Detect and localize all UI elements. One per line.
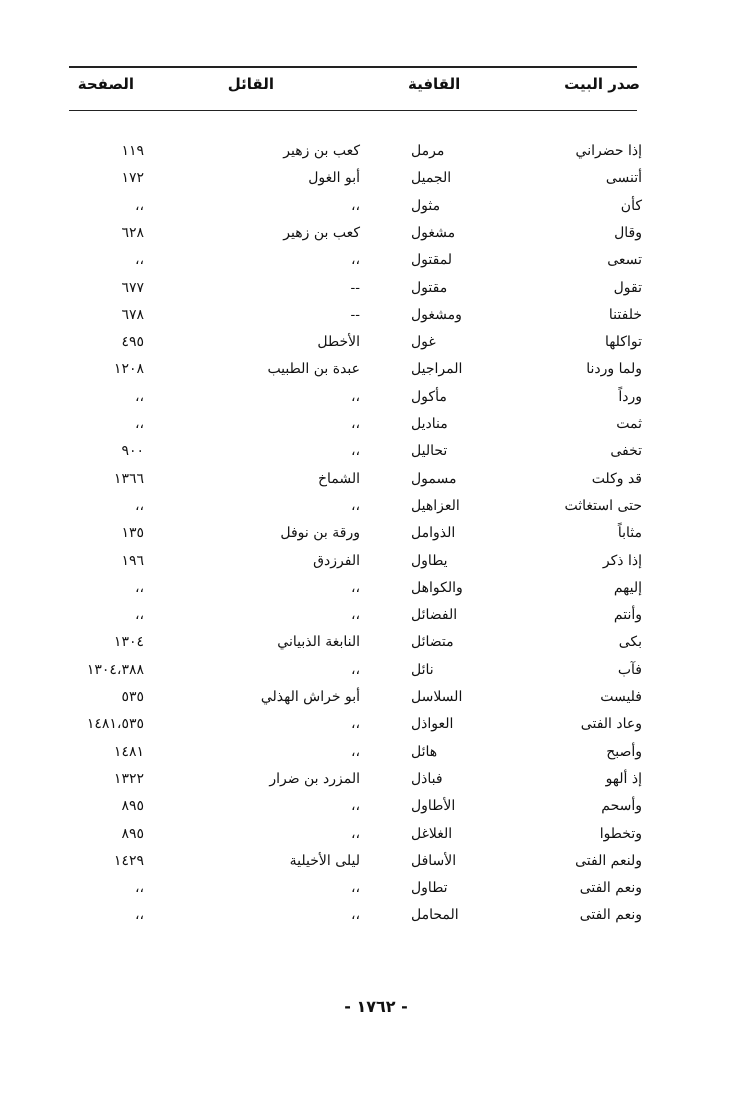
row-page: ١٣٠٤ (113, 634, 144, 651)
row-page: ،، (134, 197, 144, 214)
table-row (0, 631, 752, 653)
row-poet: ،، (350, 497, 360, 514)
row-rhyme: مسمول (411, 470, 457, 487)
table-row (0, 386, 752, 408)
row-poet: ،، (350, 252, 360, 269)
row-rhyme: الأطاول (411, 798, 456, 815)
row-verse-start: تقول (613, 279, 642, 296)
row-rhyme: تطاول (411, 880, 448, 897)
row-rhyme: مشغول (411, 224, 456, 241)
row-rhyme: مرمل (411, 143, 445, 159)
row-verse-start: وقال (614, 224, 642, 241)
row-verse-start: بكى (618, 634, 642, 651)
row-verse-start: خلفتنا (608, 306, 642, 323)
row-poet: ،، (350, 661, 360, 678)
row-page: ٤٩٥ (121, 334, 144, 351)
row-rhyme: لمقتول (411, 252, 453, 269)
table-row (0, 413, 752, 435)
row-poet: ،، (350, 716, 360, 733)
row-verse-start: تخفى (610, 443, 642, 460)
table-row (0, 222, 752, 244)
row-verse-start: وأصبح (606, 743, 642, 760)
row-poet: ،، (350, 388, 360, 405)
row-poet: ،، (350, 443, 360, 460)
row-poet: -- (350, 306, 360, 323)
table-row (0, 577, 752, 599)
row-poet: -- (350, 279, 360, 296)
row-page: ٨٩٥ (121, 825, 144, 842)
header-rhyme: القافية (408, 75, 461, 93)
row-rhyme: تحاليل (411, 443, 448, 460)
row-rhyme: الجميل (411, 170, 452, 187)
row-rhyme: الغلاغل (411, 825, 453, 842)
row-verse-start: فليست (600, 689, 642, 705)
table-row (0, 495, 752, 517)
row-verse-start: وأسحم (601, 798, 642, 815)
row-poet: أبو خراش الهذلي (260, 689, 360, 705)
row-page: ١٩٦ (121, 552, 144, 569)
row-verse-start: فآب (617, 661, 642, 678)
row-verse-start: أتنسى (605, 170, 642, 187)
table-row (0, 331, 752, 353)
row-verse-start: وعاد الفتى (580, 716, 642, 733)
row-page: ٥٣٥ (121, 689, 144, 705)
row-poet: ،، (350, 197, 360, 214)
row-verse-start: ولنعم الفتى (575, 852, 642, 869)
row-page: ١٧٢ (121, 170, 144, 187)
table-row (0, 167, 752, 189)
row-verse-start: تواكلها (604, 334, 642, 351)
row-rhyme: الأسافل (411, 852, 457, 869)
row-verse-start: إذا ذكر (602, 552, 642, 569)
row-poet: ،، (350, 798, 360, 815)
row-verse-start: ثمت (616, 416, 642, 432)
row-page: ،، (134, 416, 144, 432)
row-page: ١٤٢٩ (113, 852, 144, 869)
row-rhyme: مقتول (411, 279, 448, 296)
row-page: ٦٧٨ (121, 306, 144, 323)
row-rhyme: المراجيل (411, 361, 463, 378)
row-page: ،، (134, 880, 144, 897)
row-verse-start: كأن (620, 197, 642, 214)
row-rhyme: فباذل (411, 770, 443, 787)
table-row (0, 741, 752, 763)
row-poet: كعب بن زهير (283, 224, 360, 241)
row-rhyme: غول (411, 334, 436, 351)
row-poet: كعب بن زهير (283, 143, 360, 159)
row-page: ،، (134, 497, 144, 514)
table-row (0, 604, 752, 626)
row-verse-start: وأنتم (613, 607, 642, 624)
row-poet: الفرزدق (313, 552, 360, 569)
table-row (0, 522, 752, 544)
table-row (0, 795, 752, 817)
row-page: ١٤٨١ (113, 743, 144, 760)
row-page: ،، (134, 607, 144, 624)
table-row (0, 659, 752, 681)
row-poet: عبدة بن الطبيب (267, 361, 360, 378)
row-rhyme: مثول (411, 197, 441, 214)
row-poet: ،، (350, 743, 360, 760)
header-bottom-rule (69, 110, 637, 111)
row-rhyme: المحامل (411, 907, 459, 924)
row-rhyme: الذوامل (411, 525, 456, 542)
header-poet: القائل (227, 75, 274, 93)
table-row (0, 823, 752, 845)
table-row (0, 304, 752, 326)
header-top-rule (69, 66, 637, 68)
row-verse-start: حتى استغاثت (564, 497, 642, 514)
row-rhyme: والكواهل (411, 579, 463, 596)
row-verse-start: ونعم الفتى (579, 907, 642, 924)
row-verse-start: ورداً (618, 388, 642, 405)
page-number: - ١٧٦٢ - (344, 997, 408, 1016)
table-header (0, 73, 752, 99)
row-verse-start: إذ ألهو (605, 770, 642, 787)
row-page: ١١٩ (121, 143, 144, 159)
row-poet: ليلى الأخيلية (289, 852, 360, 869)
row-page: ،، (134, 907, 144, 924)
row-page: ٩٠٠ (121, 443, 144, 460)
row-poet: النابغة الذبياني (277, 634, 360, 651)
row-page: ٨٩٥ (121, 798, 144, 815)
row-page: ١٢٠٨ (113, 361, 144, 378)
row-page: ١٣٢٢ (113, 770, 144, 787)
row-verse-start: وتخطوا (599, 825, 642, 842)
row-poet: الأخطل (317, 334, 360, 351)
row-poet: ،، (350, 416, 360, 432)
row-rhyme: مناديل (411, 416, 448, 432)
table-row (0, 877, 752, 899)
table-row (0, 140, 752, 162)
row-poet: ورقة بن نوفل (280, 525, 360, 542)
row-verse-start: إليهم (613, 579, 642, 596)
table-row (0, 850, 752, 872)
row-poet: المزرد بن ضرار (269, 770, 360, 787)
row-page: ٦٢٨ (121, 224, 144, 241)
table-row (0, 277, 752, 299)
row-poet: أبو الغول (308, 170, 360, 187)
table-row (0, 195, 752, 217)
row-poet: ،، (350, 579, 360, 596)
table-row (0, 358, 752, 380)
row-verse-start: قد وكلت (591, 470, 642, 487)
table-row (0, 550, 752, 572)
table-row (0, 468, 752, 490)
row-rhyme: نائل (411, 661, 434, 678)
row-poet: ،، (350, 825, 360, 842)
row-page: ١٣٦٦ (113, 470, 144, 487)
row-page: ١٣٥ (121, 525, 144, 542)
header-verse-start: صدر البيت (564, 75, 640, 93)
row-rhyme: متضائل (411, 634, 454, 651)
row-rhyme: ومشغول (411, 306, 462, 323)
row-rhyme: هائل (411, 743, 438, 760)
table-row (0, 904, 752, 926)
row-poet: ،، (350, 607, 360, 624)
row-page: ،، (134, 252, 144, 269)
row-rhyme: يطاول (411, 552, 448, 569)
row-poet: ،، (350, 907, 360, 924)
table-row (0, 768, 752, 790)
table-row (0, 249, 752, 271)
table-row (0, 713, 752, 735)
table-row (0, 440, 752, 462)
row-page: ،، (134, 579, 144, 596)
row-poet: الشماخ (317, 470, 360, 487)
row-rhyme: الفضائل (411, 607, 458, 624)
row-verse-start: مثاباً (617, 525, 642, 542)
table-row (0, 686, 752, 708)
row-page: ،، (134, 388, 144, 405)
header-page: الصفحة (77, 75, 134, 93)
row-rhyme: العزاهيل (411, 497, 460, 514)
row-page: ٦٧٧ (121, 279, 144, 296)
row-verse-start: ولما وردنا (586, 361, 642, 378)
row-rhyme: العواذل (411, 716, 454, 733)
row-verse-start: ونعم الفتى (579, 880, 642, 897)
row-verse-start: تسعى (607, 252, 642, 269)
row-verse-start: إذا حضراني (575, 143, 642, 159)
row-rhyme: السلاسل (411, 689, 463, 705)
row-rhyme: مأكول (411, 388, 447, 405)
row-page: ١٣٠٤،٣٨٨ (86, 661, 144, 678)
row-poet: ،، (350, 880, 360, 897)
row-page: ١٤٨١،٥٣٥ (86, 716, 144, 733)
